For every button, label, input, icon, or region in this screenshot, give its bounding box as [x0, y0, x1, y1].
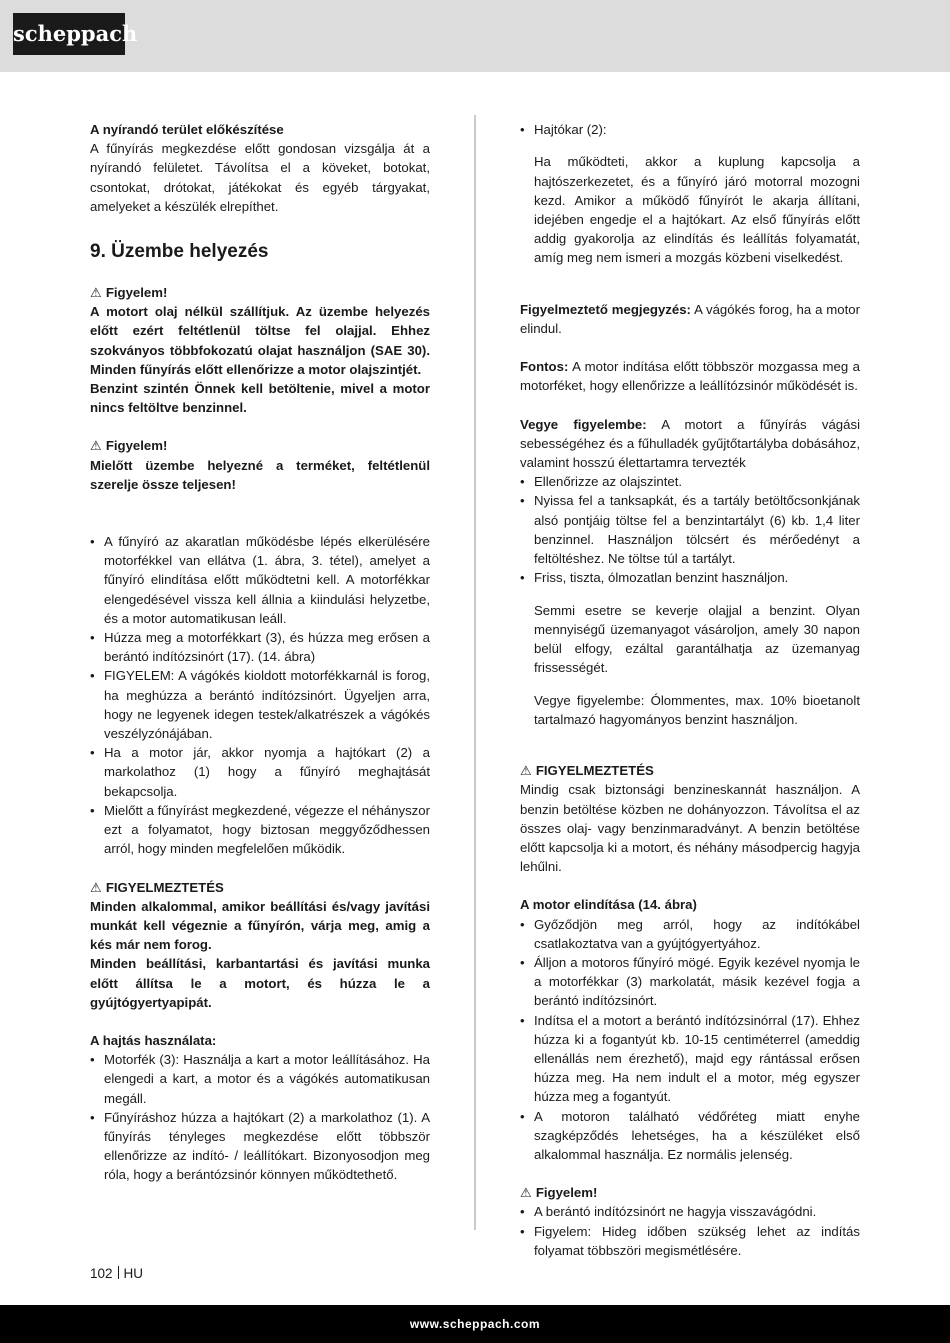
page-number	[90, 1266, 143, 1281]
list-item: • Indítsa el a motort a berántó indítózsinórral (17). Ehhez húzza ki a fogantyút kb. 10-15 centiméterrel (ameddig ellenállás nem érezhető), majd egy rántással erősen húzza meg. Ha nem indult el a motor, még egyszer húzza meg a fogantyút.	[520, 1011, 860, 1107]
bullet-list	[520, 472, 860, 587]
left-column	[90, 120, 430, 1185]
warning-title: Figyelem!	[535, 1185, 598, 1201]
note-text: A motort a fűnyírás vágási sebességéhez és a fűhulladék gyűjtőtartályba dobásához, valamint hosszú élettartamra tervezték	[520, 416, 860, 471]
bullet-list	[520, 120, 860, 139]
list-item: • A berántó indítózsinórt ne hagyja visszavágódni.	[520, 1202, 860, 1221]
note-text: A vágókés forog, ha a motor elindul.	[520, 301, 860, 336]
list-item: • Motorfék (3): Használja a kart a motor leállításához. Ha elengedi a kart, a motor és a vágókés automatikusan megáll.	[90, 1050, 430, 1108]
warning-text: Mindig csak biztonsági benzineskannát használjon. A benzin betöltése közben ne dohányozzon. Távolítsa el az összes olaj- vagy benzinmaradványt. A benzin betöltése előtt kapcsolja ki a motort, és néhány másodpercig hagyja lehűlni.	[520, 782, 860, 875]
page-number-value: 102	[90, 1266, 113, 1281]
bullet-list	[520, 915, 860, 1165]
column-divider	[474, 115, 476, 1230]
warning-text: Minden beállítási, karbantartási és javítási munka előtt állítsa le a motort, és húzza le a gyújtógyertyapipát.	[90, 956, 430, 1010]
warning-heading	[90, 878, 430, 897]
separator	[118, 1266, 119, 1279]
warning-triangle-icon: ⚠	[520, 1185, 532, 1201]
scheppach-logo: scheppach	[13, 13, 125, 55]
list-item: • A motoron található védőréteg miatt enyhe szagképződés lehetséges, ha a készüléket első alkalommal használja. Ez normális jelenség.	[520, 1107, 860, 1165]
paragraph: Ha működteti, akkor a kuplung kapcsolja a hajtószerkezetet, és a fűnyíró járó motorral mozogni kezd. Amikor a működő fűnyírót le akarja állítani, idejében engedje el a hajtókart. Az első fűnyírás előtt addig gyakorolja az elindítás és leállítás folyamatát, amíg meg nem ismeri a mozgás közbeni viselkedést.	[534, 154, 860, 266]
warning-triangle-icon: ⚠	[90, 285, 102, 301]
section-title: A hajtás használata:	[90, 1032, 217, 1048]
paragraph: A fűnyírás megkezdése előtt gondosan vizsgálja át a nyírandó felületet. Távolítsa el a köveket, botokat, csontokat, drótokat, játékokat és egyéb tárgyakat, amelyeket a készülék elrepíthet.	[90, 141, 430, 214]
note-label: Fontos:	[520, 359, 569, 375]
warning-heading	[520, 1183, 860, 1202]
note-text: A motor indítása előtt többször mozgassa meg a motorféket, hogy ellenőrizze a leállítózsinór működését is.	[520, 359, 860, 394]
warning-text: Minden alkalommal, amikor beállítási és/vagy javítási munkát kell végeznie a fűnyírón, várja meg, amig a kés már nem forog.	[90, 898, 430, 953]
paragraph: Vegye figyelembe: Ólommentes, max. 10% bioetanolt tartalmazó hagyományos benzint használjon.	[534, 692, 860, 727]
warning-triangle-icon: ⚠	[520, 763, 532, 779]
list-item: • Ellenőrizze az olajszintet.	[520, 472, 860, 491]
warning-heading	[520, 761, 860, 780]
list-item: • A fűnyíró az akaratlan működésbe lépés elkerülésére motorfékkel van ellátva (1. ábra, 3. tétel), amelyet a fűnyíró elindítása előtt működtetni kell. A motorfékkar elengedésével vissza kell állnia a kiindulási helyzetbe, és a motor automatikusan leáll.	[90, 532, 430, 628]
list-item: • Hajtókar (2):	[520, 120, 860, 139]
list-item: • Győződjön meg arról, hogy az indítókábel csatlakoztatva van a gyújtógyertyához.	[520, 915, 860, 953]
warning-triangle-icon: ⚠	[90, 438, 102, 454]
chapter-heading: 9. Üzembe helyezés	[90, 241, 269, 263]
website-link[interactable]: www.scheppach.com	[409, 1317, 540, 1331]
note-label: Vegye figyelembe:	[520, 416, 647, 432]
page-footer	[0, 1305, 950, 1343]
list-item: • Figyelem: Hideg időben szükség lehet az indítás folyamat többszöri megismétlésére.	[520, 1222, 860, 1260]
section-title: A nyírandó terület előkészítése	[90, 122, 284, 137]
warning-text: Mielőtt üzembe helyezné a terméket, feltétlenül szerelje össze teljesen!	[90, 457, 430, 492]
note-paragraph	[520, 415, 860, 473]
note-paragraph	[520, 300, 860, 338]
bullet-list	[520, 1202, 860, 1260]
page-header	[0, 0, 950, 72]
warning-text: Benzint szintén Önnek kell betöltenie, mivel a motor nincs feltöltve benzinnel.	[90, 381, 430, 416]
warning-title: FIGYELMEZTETÉS	[105, 879, 224, 895]
list-item: • Fűnyíráshoz húzza a hajtókart (2) a markolathoz (1). A fűnyírás tényleges megkezdése előtt többször ellenőrizze az indító- / leállítókart. Bizonyosodjon meg róla, hogy a berántózsinór könnyen működtethető.	[90, 1108, 430, 1185]
warning-triangle-icon: ⚠	[90, 879, 102, 895]
section-title: A motor elindítása (14. ábra)	[520, 897, 697, 913]
bullet-list	[90, 1050, 430, 1184]
warning-text: A motort olaj nélkül szállítjuk. Az üzembe helyezés előtt ezért feltétlenül töltse fel olajjal. Ehhez szokványos többfokozatú olajat használjon (SAE 30). Minden fűnyírás előtt ellenőrizze a motor olajszintjét.	[90, 304, 430, 377]
paragraph: Semmi esetre se keverje olajjal a benzint. Olyan mennyiségű üzemanyagot vásároljon, amely 30 napon belül elfogy, ezáltal garantálhatja az üzemanyag frissességét.	[534, 602, 860, 676]
language-code: HU	[123, 1266, 144, 1281]
list-item: • Álljon a motoros fűnyíró mögé. Egyik kezével nyomja le a motorfékkar (3) markolatát, másik kezével fogja a berántó indítózsinórt.	[520, 953, 860, 1011]
warning-heading	[90, 436, 430, 455]
list-item: • Ha a motor jár, akkor nyomja a hajtókart (2) a markolathoz (1) hogy a fűnyíró meghajtását bekapcsolja.	[90, 743, 430, 801]
note-paragraph	[520, 357, 860, 395]
warning-title: Figyelem!	[105, 285, 168, 301]
list-item: • Húzza meg a motorfékkart (3), és húzza meg erősen a berántó indítózsinórt (17). (14. ábra)	[90, 628, 430, 666]
list-item: • Mielőtt a fűnyírást megkezdené, végezze el néhányszor ezt a folyamatot, hogy biztosan meggyőződhessen arról, hogy minden megfelelően működik.	[90, 801, 430, 859]
warning-title: Figyelem!	[105, 438, 168, 454]
list-item: • FIGYELEM: A vágókés kioldott motorfékkarnál is forog, ha meghúzza a berántó indítózsinórt. Ügyeljen arra, hogy ne legyenek idegen testek/alkatrészek a vágókés veszélyzónájában.	[90, 666, 430, 743]
bullet-list	[90, 532, 430, 858]
warning-heading	[90, 283, 430, 302]
note-label: Figyelmeztető megjegyzés:	[520, 301, 691, 317]
right-column	[520, 120, 860, 1260]
list-item: • Nyissa fel a tanksapkát, és a tartály betöltőcsonkjának alsó pontjáig töltse fel a benzintartályt (6) kb. 1,4 liter benzinnel. Használjon tölcsért és mérőedényt a feltöltéshez. Ne töltse túl a tartályt.	[520, 491, 860, 568]
list-item: • Friss, tiszta, ólmozatlan benzint használjon.	[520, 568, 860, 587]
warning-title: FIGYELMEZTETÉS	[535, 763, 654, 779]
